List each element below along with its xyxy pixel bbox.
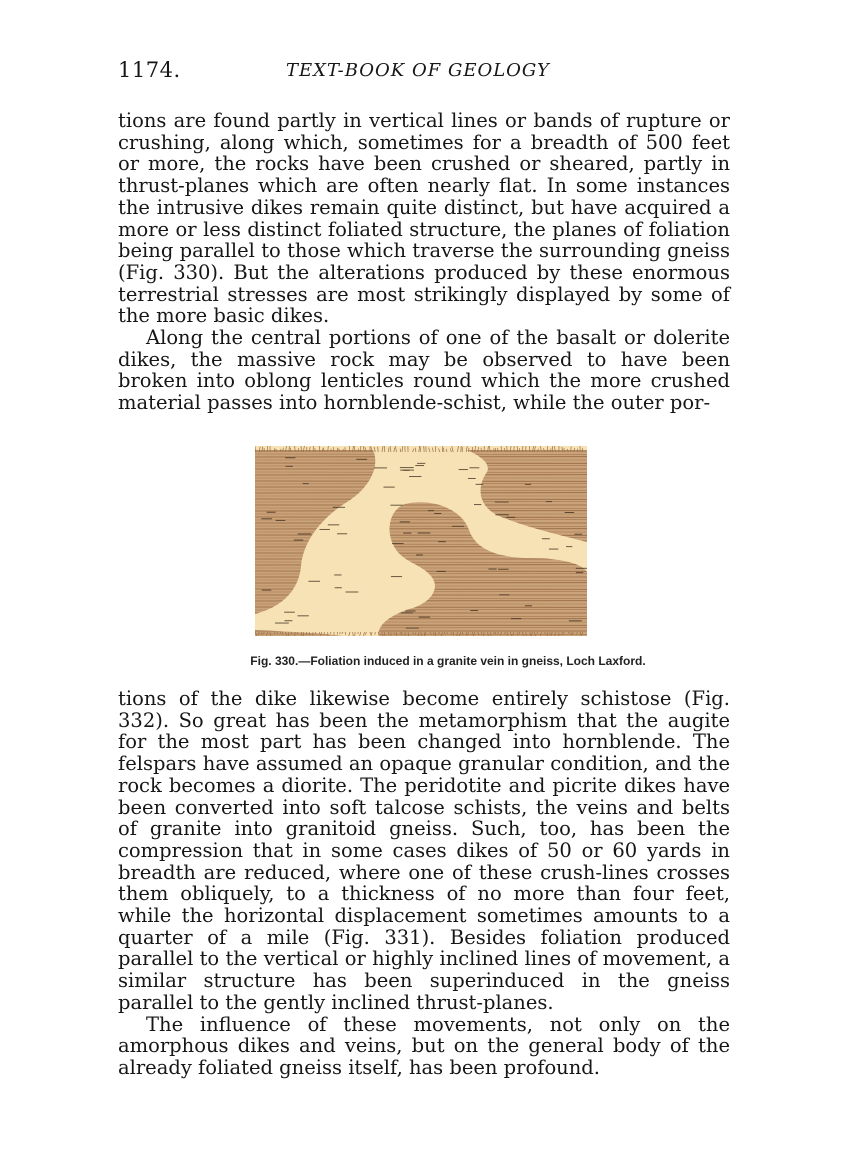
- figure-330: [255, 438, 587, 644]
- body-text-top: [118, 110, 730, 414]
- book-title: TEXT-BOOK OF GEOLOGY: [286, 60, 550, 81]
- paragraph: tions of the dike likewise become entirely schistose (Fig. 332). So great has been the metamorphism that the augite for the most part has been changed into hornblende. The felspars have assumed an opaque granular condition, and the rock becomes a diorite. The peridotite and picrite dikes have been converted into soft talcose schists, the veins and belts of granite into granitoid gneiss. Such, too, has been the compression that in some cases dikes of 50 or 60 yards in breadth are reduced, where one of these crush-lines crosses them obliquely, to a thickness of no more than four feet, while the horizontal displacement sometimes amounts to a quarter of a mile (Fig. 331). Besides foliation produced parallel to the vertical or highly inclined lines of movement, a similar structure has been superinduced in the gneiss parallel to the gently inclined thrust-planes.: [118, 687, 730, 1014]
- paragraph: Along the central portions of one of the basalt or dolerite dikes, the massive rock may be observed to have been broken into oblong lenticles round which the more crushed material passes into hornblende-schist, while the outer por-: [118, 326, 730, 415]
- page-number: 1174.: [118, 58, 181, 82]
- running-head: [118, 58, 730, 88]
- paragraph: tions are found partly in vertical lines or bands of rupture or crushing, along which, sometimes for a breadth of 500 feet or more, the rocks have been crushed or sheared, partly in thrust-planes which are often nearly flat. In some instances the intrusive dikes remain quite distinct, but have acquired a more or less distinct foliated structure, the planes of foliation being parallel to those which traverse the surrounding gneiss (Fig. 330). But the alterations produced by these enormous terrestrial stresses are most strikingly displayed by some of the more basic dikes.: [118, 109, 730, 328]
- foliation-illustration: [255, 438, 587, 644]
- paragraph: The influence of these movements, not only on the amorphous dikes and veins, but on the general body of the already foliated gneiss itself, has been profound.: [118, 1012, 730, 1079]
- figure-caption: Fig. 330.—Foliation induced in a granite vein in gneiss, Loch Laxford.: [250, 654, 646, 668]
- body-text-bottom: [118, 688, 730, 1079]
